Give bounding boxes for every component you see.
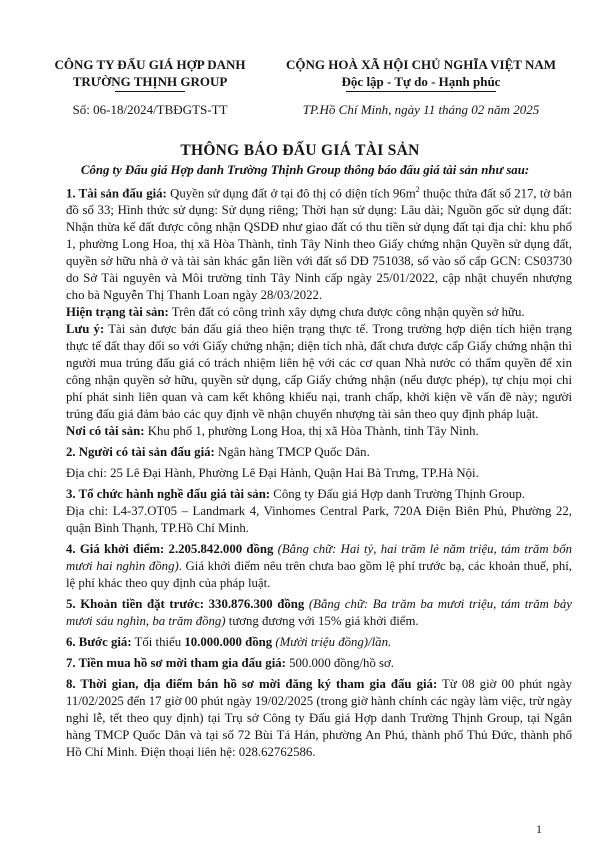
company-underline — [115, 91, 185, 92]
national-header — [262, 56, 580, 118]
asset-location-text: Khu phố 1, phường Long Hoa, thị xã Hòa Thành, tỉnh Tây Ninh. — [144, 424, 479, 439]
section-6-bid-step — [66, 634, 572, 651]
section-8-text: Từ 08 giờ 00 phút ngày 11/02/2025 đến 17 giờ 00 phút ngày 19/02/2025 (trong giờ hành chính các ngày làm việc, trừ ngày nghỉ lễ, tết theo quy định) tại Trụ sở Công ty Đấu giá Hợp danh Trường Thịnh Group, tại Ngân hàng TMCP Quốc Dân và tại số 72 Bùi Tá Hán, phường An Phú, thành phố Thủ Đức, thành phố Hồ Chí Minh. Điện thoại liên hệ: 028.62762586. — [66, 677, 572, 760]
company-header — [40, 56, 260, 118]
motto-underline — [346, 91, 496, 92]
section-4-starting-price — [66, 541, 572, 592]
asset-status-text: Trên đất có công trình xây dựng chưa được công nhận quyền sở hữu. — [168, 305, 525, 320]
section-2-address: Địa chỉ: 25 Lê Đại Hành, Phường Lê Đại Hành, Quận Hai Bà Trưng, TP.Hà Nội. — [66, 466, 479, 481]
asset-location — [66, 423, 572, 440]
section-7-document-fee — [66, 655, 572, 672]
section-1-text-b: thuộc thửa đất số 217, tờ bản đồ số 33; Hình thức sử dụng: Sử dụng riêng; Thời hạn sử dụng: Lâu dài; Nguồn gốc sử dụng đất: Nhận thừa kế đất được công nhận QSDĐ như giao đất có thu tiền sử dụng đất tại địa chỉ: khu phố 1, phường Long Hoa, thị xã Hòa Thành, tỉnh Tây Ninh theo Giấy chứng nhận Quyền sử dụng đất, quyền sở hữu nhà ở và tài sản khác gắn liền với đất số DĐ 751038, số vào sổ cấp GCN: CS03730 do Sở Tài nguyên và Môi trường tỉnh Tây Ninh cấp ngày 25/01/2022, cập nhật chuyển nhượng cho bà Nguyễn Thị Thanh Loan ngày 28/03/2022. — [66, 186, 572, 303]
section-7-label: 7. Tiền mua hồ sơ mời tham gia đấu giá: — [66, 656, 286, 671]
section-1-text-a: Quyền sử dụng đất ở tại đô thị có diện tích 96m — [166, 186, 416, 201]
section-6-words: (Mười triệu đồng)/lần. — [272, 635, 392, 650]
asset-location-label: Nơi có tài sản: — [66, 424, 145, 439]
section-7-text: 500.000 đồng/hồ sơ. — [285, 656, 395, 671]
section-5-label: 5. Khoản tiền đặt trước: 330.876.300 đồng — [66, 597, 305, 612]
asset-note-text: Tài sản được bán đấu giá theo hiện trạng thực tế. Trong trường hợp diện tích hiện trạng thực tế đất thay đổi so với Giấy chứng nhận; diện tích nhà, đất chưa được cấp Giấy chứng nhận thì người mua trúng đấu giá có trách nhiệm liên hệ với các cơ quan Nhà nước có thẩm quyền để xin công nhận quyền sở hữu, quyền sử dụng, cấp Giấy chứng nhận (nếu được phép), tự chịu mọi chi phí phát sinh liên quan và cam kết không khiếu nại, tranh chấp, khởi kiện về vấn đề này; người trúng đấu giá đảm bảo các quy định về nhận chuyển nhượng tài sản theo quy định pháp luật. — [66, 322, 572, 422]
intro-line: Công ty Đấu giá Hợp danh Trường Thịnh Group thông báo đấu giá tài sản như sau: — [80, 163, 530, 177]
section-3-label: 3. Tổ chức hành nghề đấu giá tài sản: — [66, 487, 271, 502]
asset-status-label: Hiện trạng tài sản: — [66, 305, 169, 320]
section-6-label: 6. Bước giá: — [66, 635, 132, 650]
nation-name: CỘNG HOÀ XÃ HỘI CHỦ NGHĨA VIỆT NAM — [285, 57, 557, 72]
section-3-address: Địa chỉ: L4-37.OT05 – Landmark 4, Vinhomes Central Park, 720A Điện Biên Phủ, Phường 22, quận Bình Thạnh, TP.Hồ Chí Minh. — [66, 504, 572, 536]
section-6-text: Tối thiểu — [131, 635, 185, 650]
section-3-text: Công ty Đấu giá Hợp danh Trường Thịnh Group. — [270, 487, 525, 502]
asset-note-label: Lưu ý: — [66, 322, 105, 337]
company-name-line1: CÔNG TY ĐẤU GIÁ HỢP DANH — [54, 57, 246, 72]
section-8-label: 8. Thời gian, địa điểm bán hồ sơ mời đăng ký tham gia đấu giá: — [66, 677, 438, 692]
document-body — [66, 181, 572, 761]
section-1-asset — [66, 181, 572, 304]
page-number: 1 — [536, 822, 542, 836]
document-number: Số: 06-18/2024/TBĐGTS-TT — [72, 102, 228, 117]
section-4-label: 4. Giá khởi điểm: 2.205.842.000 đồng — [66, 542, 274, 557]
document-title: THÔNG BÁO ĐẤU GIÁ TÀI SẢN — [180, 142, 420, 159]
section-5-text: tương đương với 15% giá khởi điểm. — [225, 614, 419, 629]
asset-status — [66, 304, 572, 321]
company-name-line2: TRƯỜNG THỊNH GROUP — [72, 74, 228, 89]
area-superscript: 2 — [415, 185, 420, 194]
section-2-owner — [66, 444, 572, 461]
section-3-organization — [66, 486, 572, 503]
section-4-words: (Bằng chữ: Hai tỷ, hai trăm lẻ năm triệu, tám trăm bốn mươi hai nghìn đồng) — [66, 542, 572, 574]
document-date: TP.Hồ Chí Minh, ngày 11 tháng 02 năm 2025 — [302, 102, 540, 117]
section-5-words: (Bằng chữ: Ba trăm ba mươi triệu, tám trăm bảy mươi sáu nghìn, ba trăm đồng) — [66, 597, 572, 629]
nation-motto: Độc lập - Tự do - Hạnh phúc — [341, 74, 501, 89]
section-1-label: 1. Tài sản đấu giá: — [66, 186, 167, 201]
section-8-sale-time-place — [66, 676, 572, 761]
section-5-deposit — [66, 596, 572, 630]
section-2-text: Ngân hàng TMCP Quốc Dân. — [214, 445, 370, 460]
asset-note — [66, 321, 572, 423]
section-6-amount: 10.000.000 đồng — [184, 635, 273, 650]
section-2-label: 2. Người có tài sản đấu giá: — [66, 445, 215, 460]
section-4-text: . Giá khởi điểm nêu trên chưa bao gồm lệ phí trước bạ, các khoản thuế, phí, lệ phí khác theo quy định của pháp luật. — [66, 559, 572, 591]
